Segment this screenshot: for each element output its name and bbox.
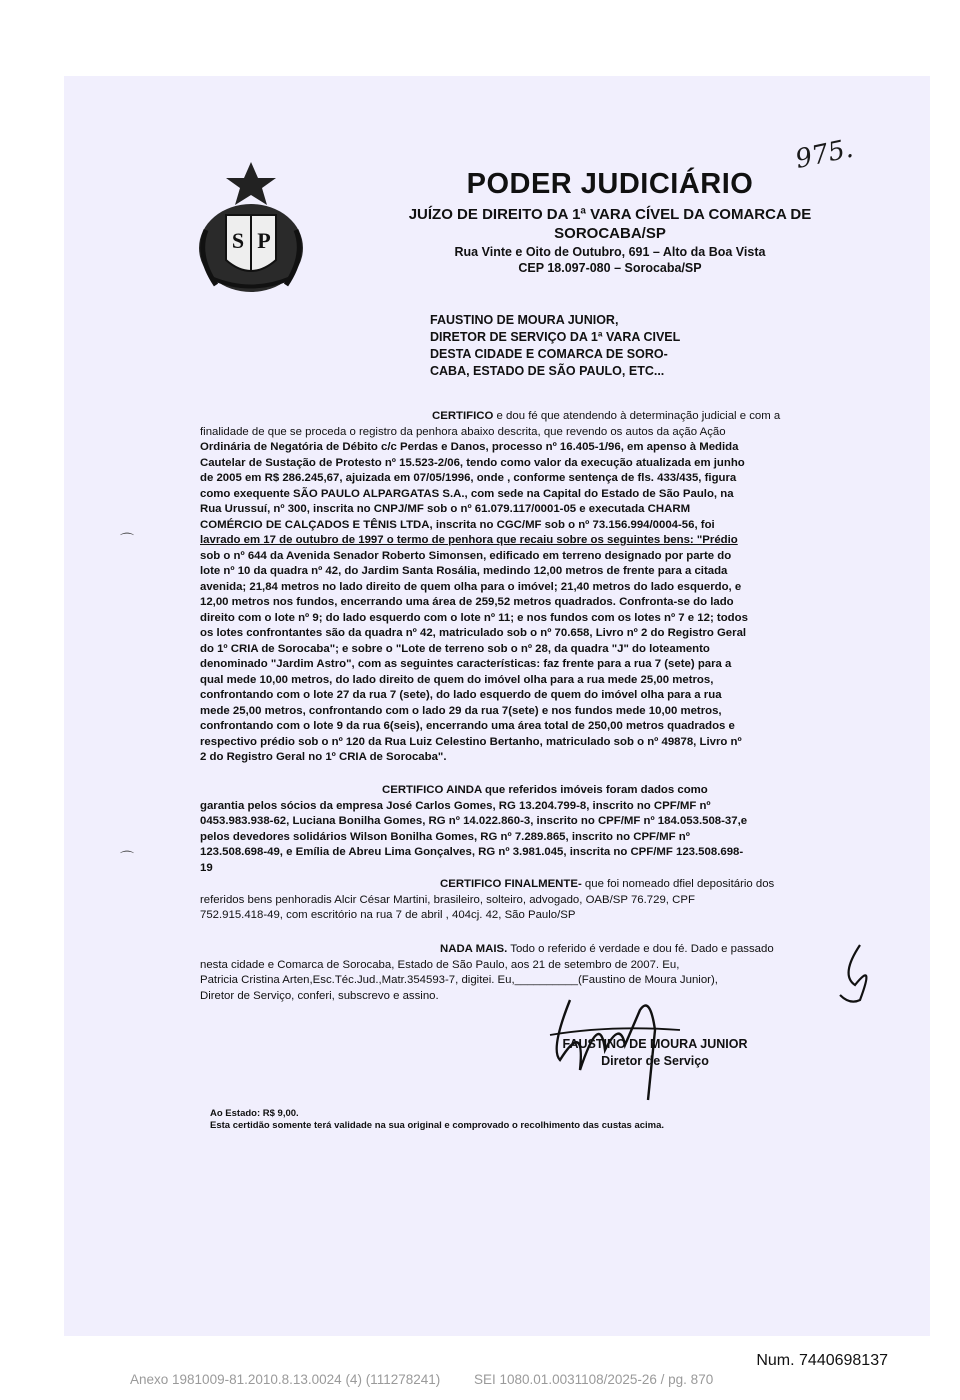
margin-mark-icon: ⌒ xyxy=(120,850,134,866)
svg-text:S: S xyxy=(231,228,245,253)
paragraph-line: os lotes confrontantes são da quadra nº 42, matriculado sob o nº 70.658, Livro nº 2 do Registro Geral xyxy=(200,627,747,639)
certification-paragraph xyxy=(200,877,868,924)
paragraph-line: Cautelar de Sustação de Protesto nº 15.523-2/06, tendo como valor da execução atualizada em junho xyxy=(200,456,745,469)
paragraph-lead: CERTIFICO FINALMENTE- xyxy=(440,878,582,890)
paragraph-first-line xyxy=(200,409,868,425)
paragraph-line: COMÉRCIO DE CALÇADOS E TÊNIS LTDA, inscrita no CGC/MF sob o nº 73.156.994/0004-56, foi xyxy=(200,518,715,531)
paragraph-lead: CERTIFICO xyxy=(432,410,494,422)
paragraph-line: denominado "Jardim Astro", com as seguintes características: faz frente para a rua 7 (sete) para a xyxy=(200,658,732,670)
document-number: Num. 7440698137 xyxy=(756,1352,888,1369)
paragraph-line: lavrado em 17 de outubro de 1997 o termo de penhora que recaiu sobre os seguintes bens: "Prédio xyxy=(200,534,738,546)
paragraph-line: lote nº 10 da quadra nº 42, do Jardim Santa Rosália, medindo 12,00 metros de frente para a citada xyxy=(200,565,728,577)
svg-text:P: P xyxy=(257,228,271,253)
director-line: CABA, ESTADO DE SÃO PAULO, ETC... xyxy=(430,364,665,378)
paragraph-lead: NADA MAIS. xyxy=(440,943,508,955)
paragraph-first-line xyxy=(200,783,868,799)
director-line: DESTA CIDADE E COMARCA DE SORO- xyxy=(430,347,668,361)
paragraph-line: pelos devedores solidários Wilson Bonilha Gomes, RG nº 7.289.865, inscrito no CPF/MF nº xyxy=(200,830,690,843)
director-line: DIRETOR DE SERVIÇO DA 1ª VARA CIVEL xyxy=(430,330,681,344)
paragraph-line: qual mede 10,00 metros, do lado direito de quem do imóvel olha para a rua mede 25,00 metros, xyxy=(200,673,714,686)
certification-paragraph xyxy=(200,783,868,876)
paragraph-line: respectivo prédio sob o nº 120 da Rua Luiz Celestino Bertanho, matriculado sob o nº 49878, Livro nº xyxy=(200,735,742,748)
paragraph-text: que referidos imóveis foram dados como xyxy=(481,784,708,796)
paragraph-first-line xyxy=(200,877,868,893)
sao-paulo-coat-of-arms-icon xyxy=(196,160,306,295)
paragraph-text: e dou fé que atendendo à determinação judicial e com a xyxy=(493,410,781,422)
handwritten-initials-icon xyxy=(830,940,880,1010)
paragraph-line: 2 do Registro Geral no 1º CRIA de Sorocaba". xyxy=(200,751,447,763)
validity-note: Esta certidão somente terá validade na sua original e comprovado o recolhimento das custas acima. xyxy=(210,1120,665,1131)
paragraph-text: Todo o referido é verdade e dou fé. Dado e passado xyxy=(507,943,774,955)
paragraph-line: garantia pelos sócios da empresa José Carlos Gomes, RG 13.204.799-8, inscrito no CPF/MF nº xyxy=(200,799,711,812)
paragraph-line: confrontando com o lote 9 da rua 6(seis), encerrando uma área total de 250,00 metros quadrados e xyxy=(200,720,735,732)
director-line: FAUSTINO DE MOURA JUNIOR, xyxy=(430,313,619,327)
paragraph-line: sob o nº 644 da Avenida Senador Roberto Simonsen, edificado em terreno designado por parte do xyxy=(200,549,732,562)
margin-mark-icon: ⌒ xyxy=(120,532,134,548)
signer-role: Diretor de Serviço xyxy=(601,1054,709,1068)
court-name xyxy=(300,205,920,243)
court-line-2: SOROCABA/SP xyxy=(554,225,666,242)
certification-paragraph xyxy=(200,409,868,766)
address-line-2: CEP 18.097-080 – Sorocaba/SP xyxy=(518,261,702,275)
document-title: PODER JUDICIÁRIO xyxy=(466,168,754,200)
signature-block xyxy=(555,1036,755,1070)
paragraph-line: Rua Urussuí, nº 300, inscrita no CNPJ/MF sob o nº 61.079.117/0001-05 e executada CHARM xyxy=(200,503,691,515)
court-address xyxy=(300,244,920,276)
fee-note xyxy=(210,1108,664,1132)
director-block xyxy=(430,312,750,380)
paragraph-line: nesta cidade e Comarca de Sorocaba, Estado de São Paulo, aos 21 de setembro de 2007. Eu, xyxy=(200,958,680,971)
page-footer: Anexo 1981009-81.2010.8.13.0024 (4) (111278241) SEI 1080.01.0031108/2025-26 / pg. 870 xyxy=(130,1372,714,1387)
paragraph-line: 123.508.698-49, e Emília de Abreu Lima Gonçalves, RG nº 3.981.045, inscrita no CPF/MF 123.508.698- xyxy=(200,846,744,858)
paragraph-line: referidos bens penhoradis Alcir César Martini, brasileiro, solteiro, advogado, OAB/SP 76.729, CPF xyxy=(200,893,695,906)
handwritten-page-note: 975. xyxy=(792,133,856,176)
paragraph-line: 752.915.418-49, com escritório na rua 7 de abril , 404cj. 42, São Paulo/SP xyxy=(200,909,576,921)
paragraph-line: 0453.983.938-62, Luciana Bonilha Gomes, RG nº 14.022.860-3, inscrito no CPF/MF nº 184.053.508-37,e xyxy=(200,815,748,827)
address-line-1: Rua Vinte e Oito de Outubro, 691 – Alto da Boa Vista xyxy=(454,245,766,259)
paragraph-line: confrontando com o lote 27 da rua 7 (sete), do lado esquerdo de quem do imóvel olha para a rua xyxy=(200,689,722,701)
paragraph-first-line xyxy=(200,942,868,958)
paragraph-text: que foi nomeado dfiel depositário dos xyxy=(581,878,775,890)
paragraph-line: de 2005 em R$ 286.245,67, ajuizada em 07/05/1996, onde , conforme sentença de fls. 433/435, figura xyxy=(200,472,737,484)
paragraph-line: 19 xyxy=(200,861,213,874)
paragraph-line: Ordinária de Negatória de Débito c/c Perdas e Danos, processo nº 16.405-1/96, em apenso à Medida xyxy=(200,441,739,453)
paragraph-line: Patricia Cristina Arten,Esc.Téc.Jud.,Matr.354593-7, digitei. Eu,__________(Faustino de Moura Junior), xyxy=(200,974,718,986)
paragraph-line: avenida; 21,84 metros no lado direito de quem olha para o imóvel; 21,40 metros do lado esquerdo, e xyxy=(200,580,742,593)
signer-name: FAUSTINO DE MOURA JUNIOR xyxy=(562,1037,748,1051)
paragraph-line: como exequente SÃO PAULO ALPARGATAS S.A., com sede na Capital do Estado de São Paulo, na xyxy=(200,487,734,500)
paragraph-line: finalidade de que se proceda o registro da penhora abaixo descrita, que revendo os autos da ação Ação xyxy=(200,425,726,438)
paragraph-lead: CERTIFICO AINDA xyxy=(382,784,482,796)
paragraph-line: do 1º CRIA de Sorocaba"; e sobre o "Lote de terreno sob o nº 28, da quadra "J" do loteamento xyxy=(200,642,710,655)
paragraph-line: Diretor de Serviço, conferi, subscrevo e assino. xyxy=(200,989,439,1002)
fee-amount: Ao Estado: R$ 9,00. xyxy=(210,1108,299,1119)
paragraph-line: direito com o lote nº 9; do lado esquerdo com o lote nº 11; e nos fundos com os lotes nº 7 e 12; todos xyxy=(200,611,748,624)
paragraph-line: 12,00 metros nos fundos, encerrando uma área de 259,52 metros quadrados. Confronta-se do lado xyxy=(200,596,734,608)
court-line-1: JUÍZO DE DIREITO DA 1ª VARA CÍVEL DA COMARCA DE xyxy=(408,206,812,223)
paragraph-line: mede 25,00 metros, confrontando com o lado 29 da rua 7(sete) e nos fundos mede 10,00 metros, xyxy=(200,704,722,717)
